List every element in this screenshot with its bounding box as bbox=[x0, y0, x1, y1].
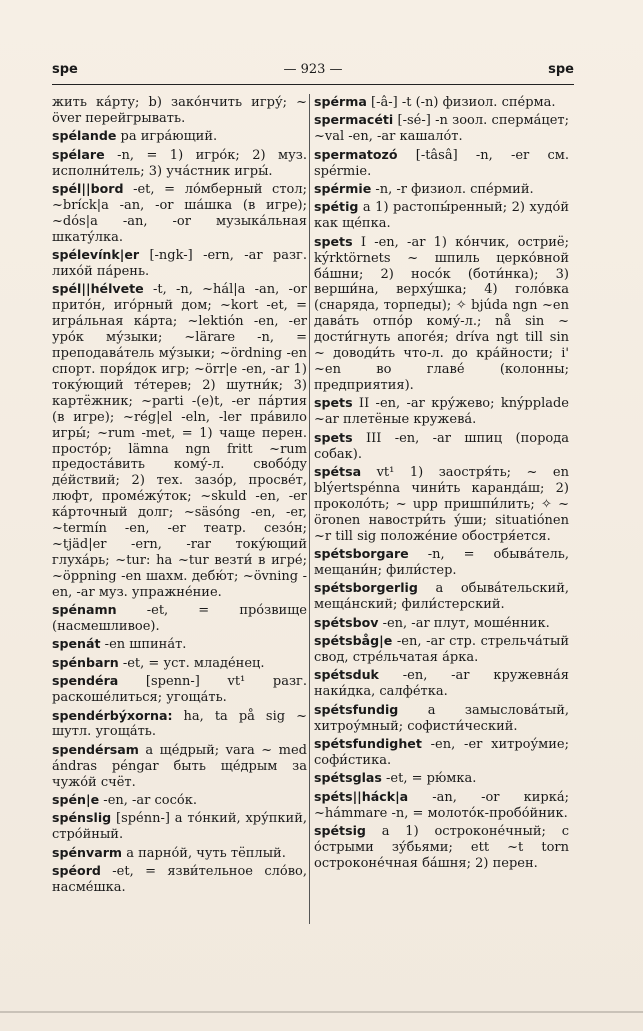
entry-definition: a ще́дрый; vara ~ med ándras péngar быть ще́дрым за чужо́й счёт. bbox=[52, 742, 307, 790]
dictionary-entry bbox=[314, 770, 569, 787]
entry-definition: -an, -or кирка́; ~hámmare -n, = молото́к-пробо́йник. bbox=[314, 789, 569, 821]
entry-definition: -en, -er хитроу́мие; софи́стика. bbox=[314, 736, 569, 768]
dictionary-entry bbox=[52, 810, 307, 843]
entry-headword: spétsig bbox=[314, 822, 366, 838]
dictionary-entry bbox=[52, 792, 307, 809]
entry-headword: spélare bbox=[52, 146, 105, 162]
dictionary-entry bbox=[52, 281, 307, 600]
entry-definition: a 1) растопы́ренный; 2) худо́й как ще́пка. bbox=[314, 200, 569, 232]
entry-definition: -en, -ar плут, моше́нник. bbox=[378, 615, 550, 631]
dictionary-entry bbox=[314, 181, 569, 198]
dictionary-entry bbox=[52, 863, 307, 896]
entry-headword: spétig bbox=[314, 199, 359, 215]
entry-definition: -en, -ar кружевна́я наки́дка, салфе́тка. bbox=[314, 668, 569, 700]
entry-headword: spendérsam bbox=[52, 741, 139, 757]
dictionary-entry bbox=[314, 546, 569, 579]
dictionary-entry bbox=[314, 667, 569, 700]
entry-headword: spermatozó bbox=[314, 146, 398, 162]
entry-definition: a 1) остроконе́чный; с о́стрыми зу́бьями; ett ~t torn остроконе́чная ба́шня; 2) перен. bbox=[314, 823, 569, 871]
entry-definition: жить ка́рту; b) зако́нчить игру́; ~ över перейгрывать. bbox=[52, 95, 307, 126]
entry-headword: spénslig bbox=[52, 810, 112, 826]
entry-definition: -et, = рю́мка. bbox=[381, 771, 477, 787]
entry-headword: spél||bord bbox=[52, 181, 124, 197]
entry-headword: spendérbýxorna: bbox=[52, 707, 173, 723]
entry-definition: -n, -r физиол. спе́рмий. bbox=[371, 182, 534, 198]
dictionary-entry bbox=[314, 147, 569, 180]
entry-definition: -et, = язви́тельное сло́во, насме́шка. bbox=[52, 864, 307, 896]
entry-headword: spétsfundig bbox=[314, 701, 399, 717]
entry-headword: spén|e bbox=[52, 792, 100, 808]
entry-headword: spél||hélvete bbox=[52, 281, 144, 297]
dictionary-entry bbox=[314, 702, 569, 735]
entry-headword: spets bbox=[314, 429, 353, 445]
dictionary-entry bbox=[52, 128, 307, 145]
entry-definition: [-tâsâ] -n, -er см. spérmie. bbox=[314, 147, 569, 179]
page-header bbox=[52, 62, 574, 80]
entry-headword: spétsduk bbox=[314, 667, 379, 683]
entry-definition: -en, -ar сосо́к. bbox=[99, 793, 197, 809]
dictionary-entry bbox=[52, 636, 307, 653]
entry-definition: [spénn-] a то́нкий, хру́пкий, стро́йный. bbox=[52, 811, 307, 843]
right-column bbox=[314, 94, 569, 994]
column-divider bbox=[309, 94, 310, 924]
dictionary-entry bbox=[314, 580, 569, 613]
entry-headword: spétsbov bbox=[314, 614, 379, 630]
entry-headword: spétsa bbox=[314, 463, 362, 479]
header-left-guideword: spe bbox=[52, 62, 78, 77]
entry-headword: spets bbox=[314, 395, 353, 411]
page-number: — 923 — bbox=[283, 62, 343, 77]
entry-headword: spétsfundighet bbox=[314, 735, 422, 751]
entry-definition: a парно́й, чуть тёплый. bbox=[122, 845, 286, 861]
entry-headword: spéts||háck|a bbox=[314, 788, 409, 804]
entry-definition: [-â-] -t (-n) физиол. спе́рма. bbox=[366, 95, 556, 110]
entry-headword: spets bbox=[314, 233, 353, 249]
dictionary-entry bbox=[52, 94, 307, 127]
entry-headword: spéord bbox=[52, 863, 101, 879]
entry-headword: spétsborgare bbox=[314, 545, 409, 561]
dictionary-entry bbox=[52, 673, 307, 706]
entry-definition: [-ngk-] -ern, -ar разг. лихо́й па́рень. bbox=[52, 248, 307, 280]
dictionary-entry bbox=[314, 823, 569, 872]
header-rule bbox=[52, 84, 574, 85]
dictionary-entry bbox=[52, 845, 307, 862]
entry-definition: vt¹ 1) заостря́ть; ~ en blýertspénna чини́ть каранда́ш; 2) проколо́ть; ~ upp пришпи́лить; ✧ ~ öronen навостри́ть у́ши; situatiónen ~r till sig положе́ние обостря́ется. bbox=[314, 464, 569, 544]
dictionary-entry bbox=[314, 633, 569, 666]
entry-headword: spétsbåg|e bbox=[314, 633, 393, 648]
header-right-guideword: spe bbox=[548, 62, 574, 77]
page-bottom-edge bbox=[0, 1011, 643, 1013]
dictionary-entry bbox=[52, 742, 307, 791]
entry-headword: spétsglas bbox=[314, 770, 382, 786]
entry-definition: pa игра́ющий. bbox=[116, 129, 218, 145]
dictionary-entry bbox=[52, 147, 307, 180]
entry-definition: I -en, -ar 1) ко́нчик, остриё; kýrktörnets ~ шпиль церко́вной ба́шни; 2) носо́к (боти́нка); 3) верши́на, верху́шка; 4) голо́вка (снаряда, торпеды); ✧ bjúda ngn ~en дава́ть отпо́р кому́-л.; nå sin ~ дости́гнуть апоге́я; dríva ngt till sin ~ доводи́ть что-л. до кра́йности; i' ~en во главе́ (колонны; предприятия). bbox=[314, 234, 569, 393]
dictionary-entry bbox=[52, 247, 307, 280]
entry-headword: spénbarn bbox=[52, 654, 119, 670]
entry-definition: a обыва́тельский, меща́нский; фили́стерский. bbox=[314, 581, 569, 613]
entry-headword: spendéra bbox=[52, 673, 119, 689]
dictionary-entry bbox=[52, 181, 307, 246]
entry-definition: -et, = ло́мберный стол; ~bríck|a -an, -or ша́шка (в игре); ~dós|a -an, -or музыка́льная шкату́лка. bbox=[52, 182, 307, 245]
entry-headword: spélande bbox=[52, 128, 117, 144]
dictionary-entry bbox=[314, 94, 569, 111]
dictionary-entry bbox=[314, 234, 569, 394]
entry-definition: a замыслова́тый, хитроу́мный; софисти́ческий. bbox=[314, 702, 569, 734]
entry-headword: spélevínk|er bbox=[52, 247, 140, 263]
entry-definition: -et, = уст. младе́нец. bbox=[118, 655, 265, 671]
dictionary-entry bbox=[314, 615, 569, 632]
entry-headword: spenát bbox=[52, 636, 101, 652]
dictionary-entry bbox=[52, 655, 307, 672]
entry-headword: spérma bbox=[314, 94, 367, 109]
entry-definition: -et, = про́звище (насмешливое). bbox=[52, 603, 307, 634]
entry-definition: III -en, -ar шпиц (порода собак). bbox=[314, 430, 569, 462]
dictionary-entry bbox=[52, 602, 307, 635]
entry-definition: -t, -n, ~hál|a -an, -or прито́н, иго́рный дом; ~kort -et, = игра́льная ка́рта; ~lektión -en, -er уро́к му́зыки; ~lärare -n, = преподава́тель му́зыки; ~ördning -en спорт. поря́док игр; ~örr|e -en, -ar 1) току́ющий те́терев; 2) шутни́к; 3) картёжник; ~parti -(e)t, -er па́ртия (в игре); ~rég|el -eln, -ler пра́вило игры́; ~rum -met, = 1) чаще перен. просто́р; lämna ngn fritt ~rum предоста́вить кому́-л. свобо́ду де́йствий; 2) тех. зазо́р, просве́т, люфт, проме́жу́ток; ~skuld -en, -er ка́рточный долг; ~säsóng -en, -er, ~termín -en, -er театр. сезо́н; ~tjäd|er -ern, -rar току́ющий глуха́рь; ~tur: ha ~tur везти́ в игре́; ~öppning -en шахм. дебю́т; ~övning -en, -ar муз. упражне́ние. bbox=[52, 282, 307, 600]
entry-definition: [spenn-] vt¹ разг. раскоше́литься; угоща́ть. bbox=[52, 674, 307, 706]
entry-definition: -n, = обыва́тель, мещани́н; фили́стер. bbox=[314, 546, 569, 578]
dictionary-entry bbox=[314, 112, 569, 145]
entry-definition: II -en, -ar кру́жево; knýpplade ~ar плетёные кружева́. bbox=[314, 396, 569, 428]
entry-headword: spermacéti bbox=[314, 112, 394, 128]
entry-definition: -n, = 1) игро́к; 2) муз. исполни́тель; 3) уча́стник игры́. bbox=[52, 147, 307, 179]
entry-definition: -en, -ar стр. стрельча́тый свод, стре́льчатая а́рка. bbox=[314, 634, 569, 665]
entry-headword: spétsborgerlig bbox=[314, 580, 418, 596]
entry-definition: -en шпина́т. bbox=[100, 637, 187, 653]
left-column bbox=[52, 94, 307, 994]
entry-headword: spérmie bbox=[314, 181, 372, 197]
dictionary-entry bbox=[314, 789, 569, 822]
entry-headword: spénvarm bbox=[52, 844, 123, 860]
entry-definition: ha, ta på sig ~ шутл. угоща́ть. bbox=[52, 708, 307, 740]
entry-definition: [-sé-] -n зоол. сперма́цет; ~val -en, -ar кашало́т. bbox=[314, 113, 569, 145]
dictionary-entry bbox=[314, 395, 569, 428]
dictionary-entry bbox=[314, 736, 569, 769]
entry-headword: spénamn bbox=[52, 602, 117, 618]
dictionary-entry bbox=[314, 199, 569, 232]
dictionary-entry bbox=[52, 708, 307, 741]
dictionary-entry bbox=[314, 464, 569, 545]
dictionary-entry bbox=[314, 430, 569, 463]
